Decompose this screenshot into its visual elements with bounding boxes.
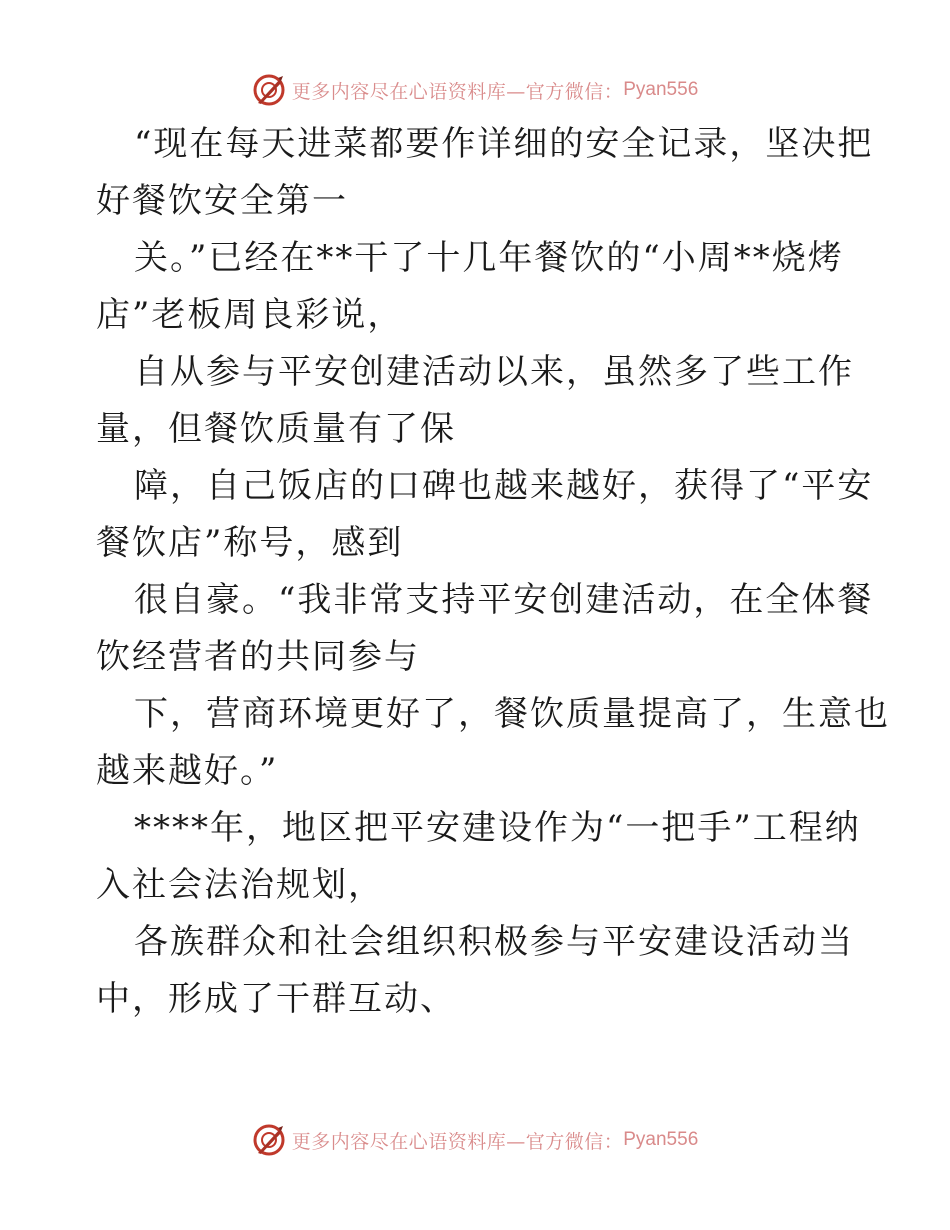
body-line: ****年，地区把平安建设作为“一把手”工程纳 — [134, 808, 861, 848]
page-footer — [0, 1122, 950, 1158]
body-line: 饮经营者的共同参与 — [96, 637, 420, 677]
footer-wechat-id: Pyan556 — [623, 1129, 699, 1150]
body-line: 店”老板周良彩说， — [96, 295, 404, 335]
body-line: “现在每天进菜都要作详细的安全记录，坚决把 — [134, 124, 874, 164]
body-line: 很自豪。“我非常支持平安创建活动，在全体餐 — [134, 580, 874, 620]
logo-icon — [252, 73, 286, 107]
header-wechat-id: Pyan556 — [623, 79, 699, 100]
body-line: 餐饮店”称号，感到 — [96, 523, 404, 563]
body-line: 量，但餐饮质量有了保 — [96, 409, 456, 449]
body-line: 下，营商环境更好了，餐饮质量提高了，生意也 — [134, 694, 890, 734]
header-banner-text: 更多内容尽在心语资料库—官方微信： — [291, 80, 624, 103]
body-line: 入社会法治规划， — [96, 865, 384, 905]
body-line: 越来越好。” — [96, 751, 279, 791]
body-line: 中，形成了干群互动、 — [96, 979, 456, 1019]
body-line: 障，自己饭店的口碑也越来越好，获得了“平安 — [134, 466, 874, 506]
body-line: 各族群众和社会组织积极参与平安建设活动当 — [134, 922, 854, 962]
body-line: 好餐饮安全第一 — [96, 181, 348, 221]
body-line: 自从参与平安创建活动以来，虽然多了些工作 — [134, 352, 854, 392]
document-body — [96, 116, 890, 1028]
logo-icon — [252, 1123, 286, 1157]
page-header — [0, 72, 950, 108]
footer-banner-text: 更多内容尽在心语资料库—官方微信： — [291, 1130, 624, 1153]
body-line: 关。”已经在**干了十几年餐饮的“小周**烧烤 — [134, 238, 844, 278]
